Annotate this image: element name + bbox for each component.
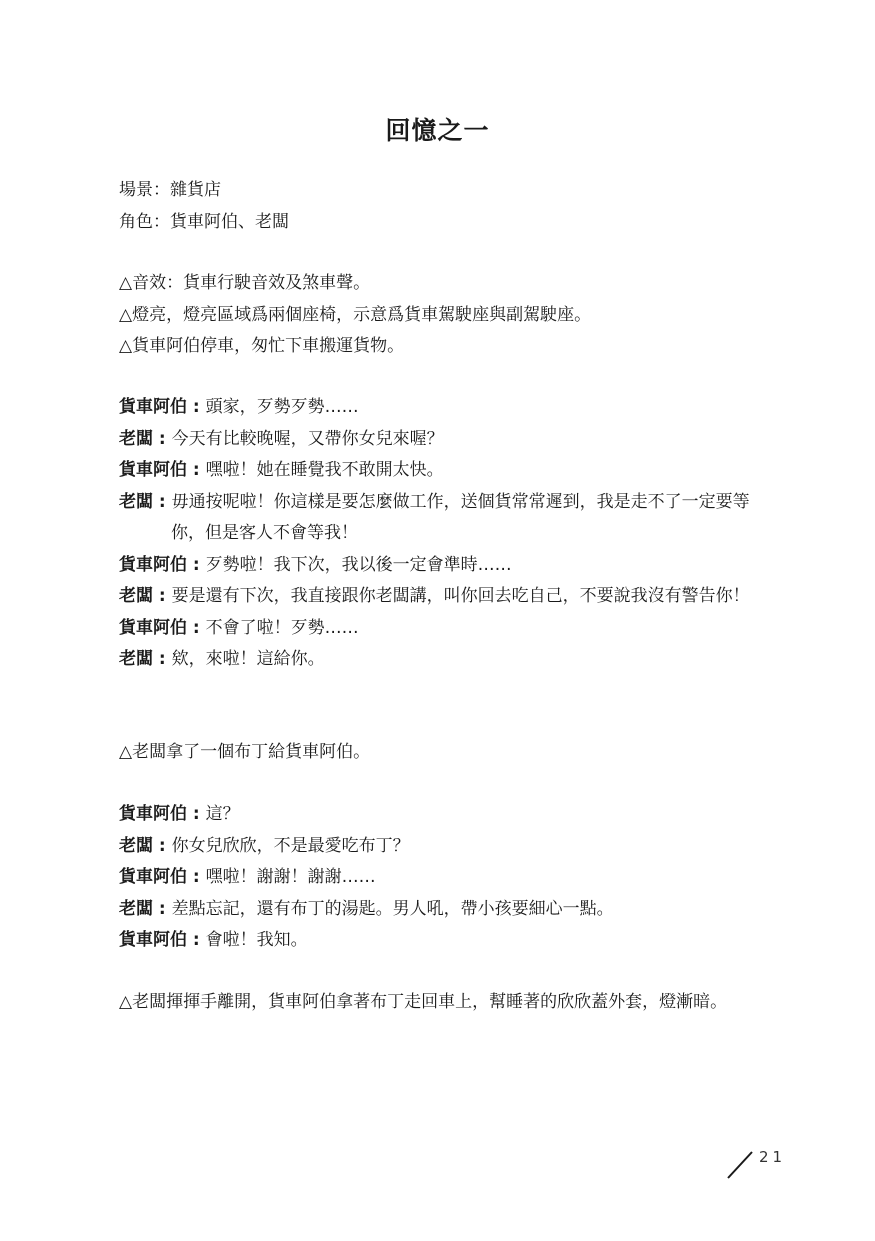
speaker-name: 貨車阿伯 <box>119 397 187 417</box>
dialogue-line <box>119 613 769 645</box>
speaker-colon: : <box>153 491 172 512</box>
stage-direction-middle <box>119 737 779 769</box>
scene-info <box>119 174 289 238</box>
scene-characters: 角色：貨車阿伯、老闆 <box>119 212 289 232</box>
dialogue-text: 要是還有下次，我直接跟你老闆講，叫你回去吃自己，不要說我沒有警告你！ <box>171 586 750 606</box>
speaker-colon: : <box>187 930 206 950</box>
speaker-name: 貨車阿伯 <box>119 867 187 887</box>
speaker-name: 老闆 <box>119 491 153 512</box>
dialogue-text: 欸，來啦！這給你。 <box>171 649 325 669</box>
stage-direction: △老闆拿了一個布丁給貨車阿伯。 <box>119 742 371 762</box>
speaker-colon: : <box>187 867 206 887</box>
speaker-colon: : <box>153 428 172 449</box>
dialogue-line <box>119 862 769 894</box>
speaker-name: 貨車阿伯 <box>119 554 187 575</box>
speaker-name: 貨車阿伯 <box>119 617 187 638</box>
dialogue-section-1 <box>119 392 769 676</box>
dialogue-line <box>119 455 769 487</box>
dialogue-line <box>119 487 769 550</box>
dialogue-text: 差點忘記，還有布丁的湯匙。男人吼，帶小孩要細心一點。 <box>171 898 614 919</box>
speaker-colon: : <box>187 804 206 824</box>
speaker-colon: : <box>153 649 172 669</box>
speaker-name: 老闆 <box>119 649 153 669</box>
stage-direction: △貨車阿伯停車，匆忙下車搬運貨物。 <box>119 336 405 356</box>
speaker-colon: : <box>153 586 172 606</box>
page-slash-mark <box>726 1148 756 1180</box>
dialogue-text: 這？ <box>205 804 240 824</box>
speaker-name: 貨車阿伯 <box>119 460 187 480</box>
speaker-name: 老闆 <box>119 898 153 919</box>
page-footer <box>726 1148 796 1182</box>
dialogue-line <box>119 581 769 613</box>
stage-direction: △燈亮，燈亮區域爲兩個座椅，示意爲貨車駕駛座與副駕駛座。 <box>119 304 592 325</box>
speaker-colon: : <box>187 397 206 417</box>
dialogue-text: 你女兒欣欣，不是最愛吃布丁？ <box>171 835 410 856</box>
dialogue-text: 今天有比較晚喔，又帶你女兒來喔？ <box>171 428 444 449</box>
dialogue-text: 嘿啦！她在睡覺我不敢開太快。 <box>205 460 444 480</box>
speaker-colon: : <box>187 460 206 480</box>
dialogue-text: 會啦！我知。 <box>205 930 308 950</box>
speaker-name: 貨車阿伯 <box>119 804 187 824</box>
page-title: 回憶之一 <box>385 116 490 145</box>
dialogue-line <box>119 424 769 456</box>
stage-direction-closing <box>119 987 779 1019</box>
page-number: 21 <box>759 1148 787 1166</box>
dialogue-text: 嘿啦！謝謝！謝謝…… <box>205 867 376 887</box>
dialogue-section-2 <box>119 799 769 957</box>
speaker-name: 老闆 <box>119 835 153 856</box>
dialogue-text: 歹勢啦！我下次，我以後一定會準時…… <box>205 554 512 575</box>
speaker-name: 貨車阿伯 <box>119 930 187 950</box>
stage-direction: △老闆揮揮手離開，貨車阿伯拿著布丁走回車上，幫睡著的欣欣蓋外套，燈漸暗。 <box>119 992 728 1012</box>
dialogue-line <box>119 644 769 676</box>
dialogue-line <box>119 894 769 926</box>
speaker-name: 老闆 <box>119 428 153 449</box>
dialogue-line <box>119 550 769 582</box>
speaker-colon: : <box>153 898 172 919</box>
dialogue-text: 頭家，歹勢歹勢…… <box>205 397 359 417</box>
dialogue-text: 不會了啦！歹勢…… <box>205 617 359 638</box>
speaker-colon: : <box>187 554 206 575</box>
dialogue-line <box>119 831 769 863</box>
dialogue-line <box>119 799 769 831</box>
speaker-colon: : <box>187 617 206 638</box>
scene-location: 場景：雜貨店 <box>119 180 221 200</box>
stage-direction: △音效：貨車行駛音效及煞車聲。 <box>119 273 371 293</box>
dialogue-line <box>119 925 769 957</box>
stage-directions-opening <box>119 268 779 363</box>
dialogue-line <box>119 392 769 424</box>
speaker-colon: : <box>153 835 172 856</box>
dialogue-text: 毋通按呢啦！你這樣是要怎麼做工作，送個貨常常遲到，我是走不了一定要等你，但是客人不會等我！ <box>171 491 750 543</box>
speaker-name: 老闆 <box>119 586 153 606</box>
